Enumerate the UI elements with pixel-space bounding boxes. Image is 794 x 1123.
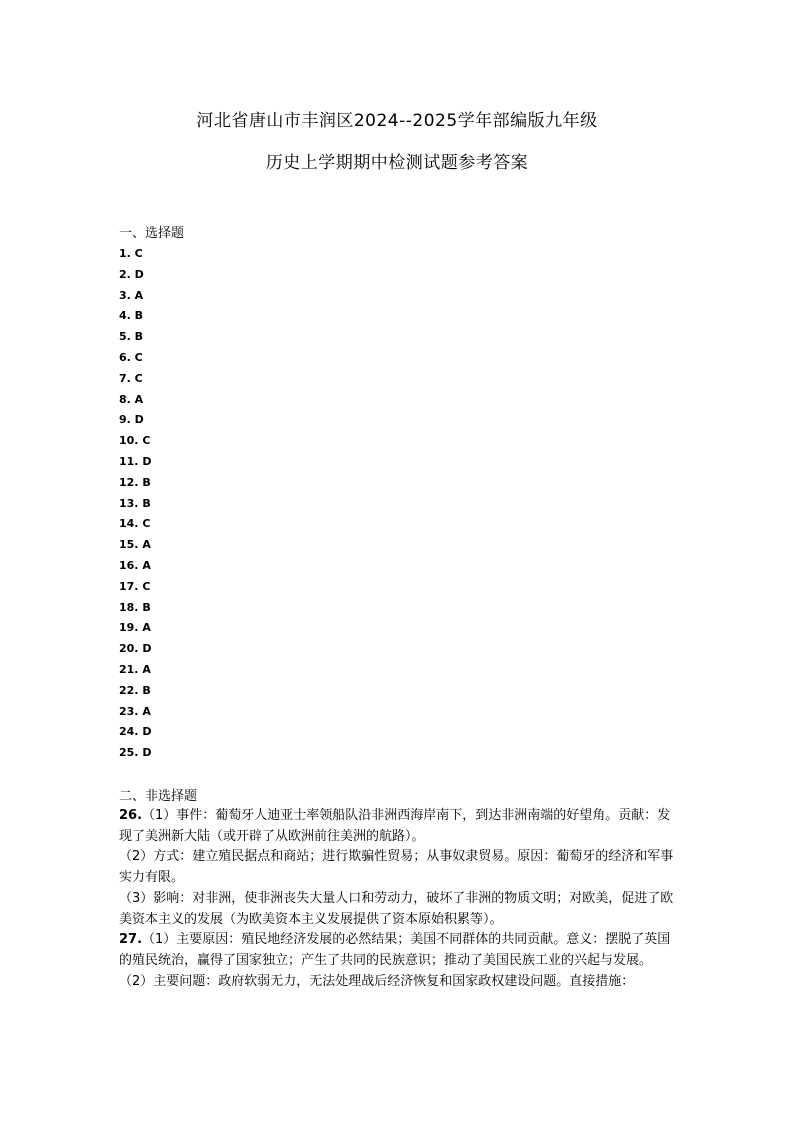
document-title-line-1: 河北省唐山市丰润区2024--2025学年部编版九年级 (196, 111, 598, 131)
answer-item: 19. A (119, 621, 151, 635)
answer-item: 4. B (119, 309, 144, 323)
answer-item: 2. D (119, 267, 144, 281)
answer-list (119, 244, 151, 764)
question-number: 27. (119, 932, 143, 948)
section-heading-multiple-choice: 一、选择题 (119, 226, 185, 241)
q27-part-1 (119, 930, 679, 971)
answer-item: 20. D (119, 642, 152, 656)
q26-part-1 (119, 806, 679, 847)
answer-item: 8. A (119, 392, 144, 406)
answer-item: 13. B (119, 496, 151, 510)
answer-item: 21. A (119, 662, 151, 676)
answer-item: 18. B (119, 600, 151, 614)
answer-item: 9. D (119, 413, 144, 427)
answer-item: 7. C (119, 371, 143, 385)
answer-item: 5. B (119, 330, 144, 344)
answer-item: 17. C (119, 579, 151, 593)
answer-item: 22. B (119, 683, 151, 697)
section-heading-non-choice: 二、非选择题 (119, 789, 198, 804)
document-title-line-2: 历史上学期期中检测试题参考答案 (265, 153, 529, 173)
answer-item: 25. D (119, 746, 152, 760)
answer-item: 14. C (119, 517, 151, 531)
answer-item: 24. D (119, 725, 152, 739)
answer-item: 3. A (119, 288, 144, 302)
essay-answers (119, 806, 679, 992)
answer-item: 23. A (119, 704, 151, 718)
q26-part-2: （2）方式：建立殖民据点和商站；进行欺骗性贸易；从事奴隶贸易。原因：葡萄牙的经济和军事实力有限。 (119, 849, 674, 886)
answer-item: 15. A (119, 538, 151, 552)
answer-item: 16. A (119, 558, 151, 572)
answer-text: （1）主要原因：殖民地经济发展的必然结果；美国不同群体的共同贡献。意义：摆脱了英国的殖民统治，赢得了国家独立；产生了共同的民族意识；推动了美国民族工业的兴起与发展。 (119, 932, 671, 968)
q27-part-2: （2）主要问题：政府软弱无力，无法处理战后经济恢复和国家政权建设问题。直接措施： (119, 973, 635, 989)
q26-part-3: （3）影响：对非洲，使非洲丧失大量人口和劳动力，破坏了非洲的物质文明；对欧美，促进了欧美资本主义的发展（为欧美资本主义发展提供了资本原始积累等）。 (119, 890, 674, 927)
answer-item: 6. C (119, 350, 143, 364)
answer-item: 10. C (119, 434, 151, 448)
answer-item: 12. B (119, 475, 151, 489)
question-number: 26. (119, 808, 143, 823)
answer-text: （1）事件：葡萄牙人迪亚士率领船队沿非洲西海岸南下，到达非洲南端的好望角。贡献：发现了美洲新大陆（或开辟了从欧洲前往美洲的航路）。 (119, 808, 671, 844)
answer-item: 11. D (119, 454, 152, 468)
answer-item: 1. C (119, 247, 143, 260)
